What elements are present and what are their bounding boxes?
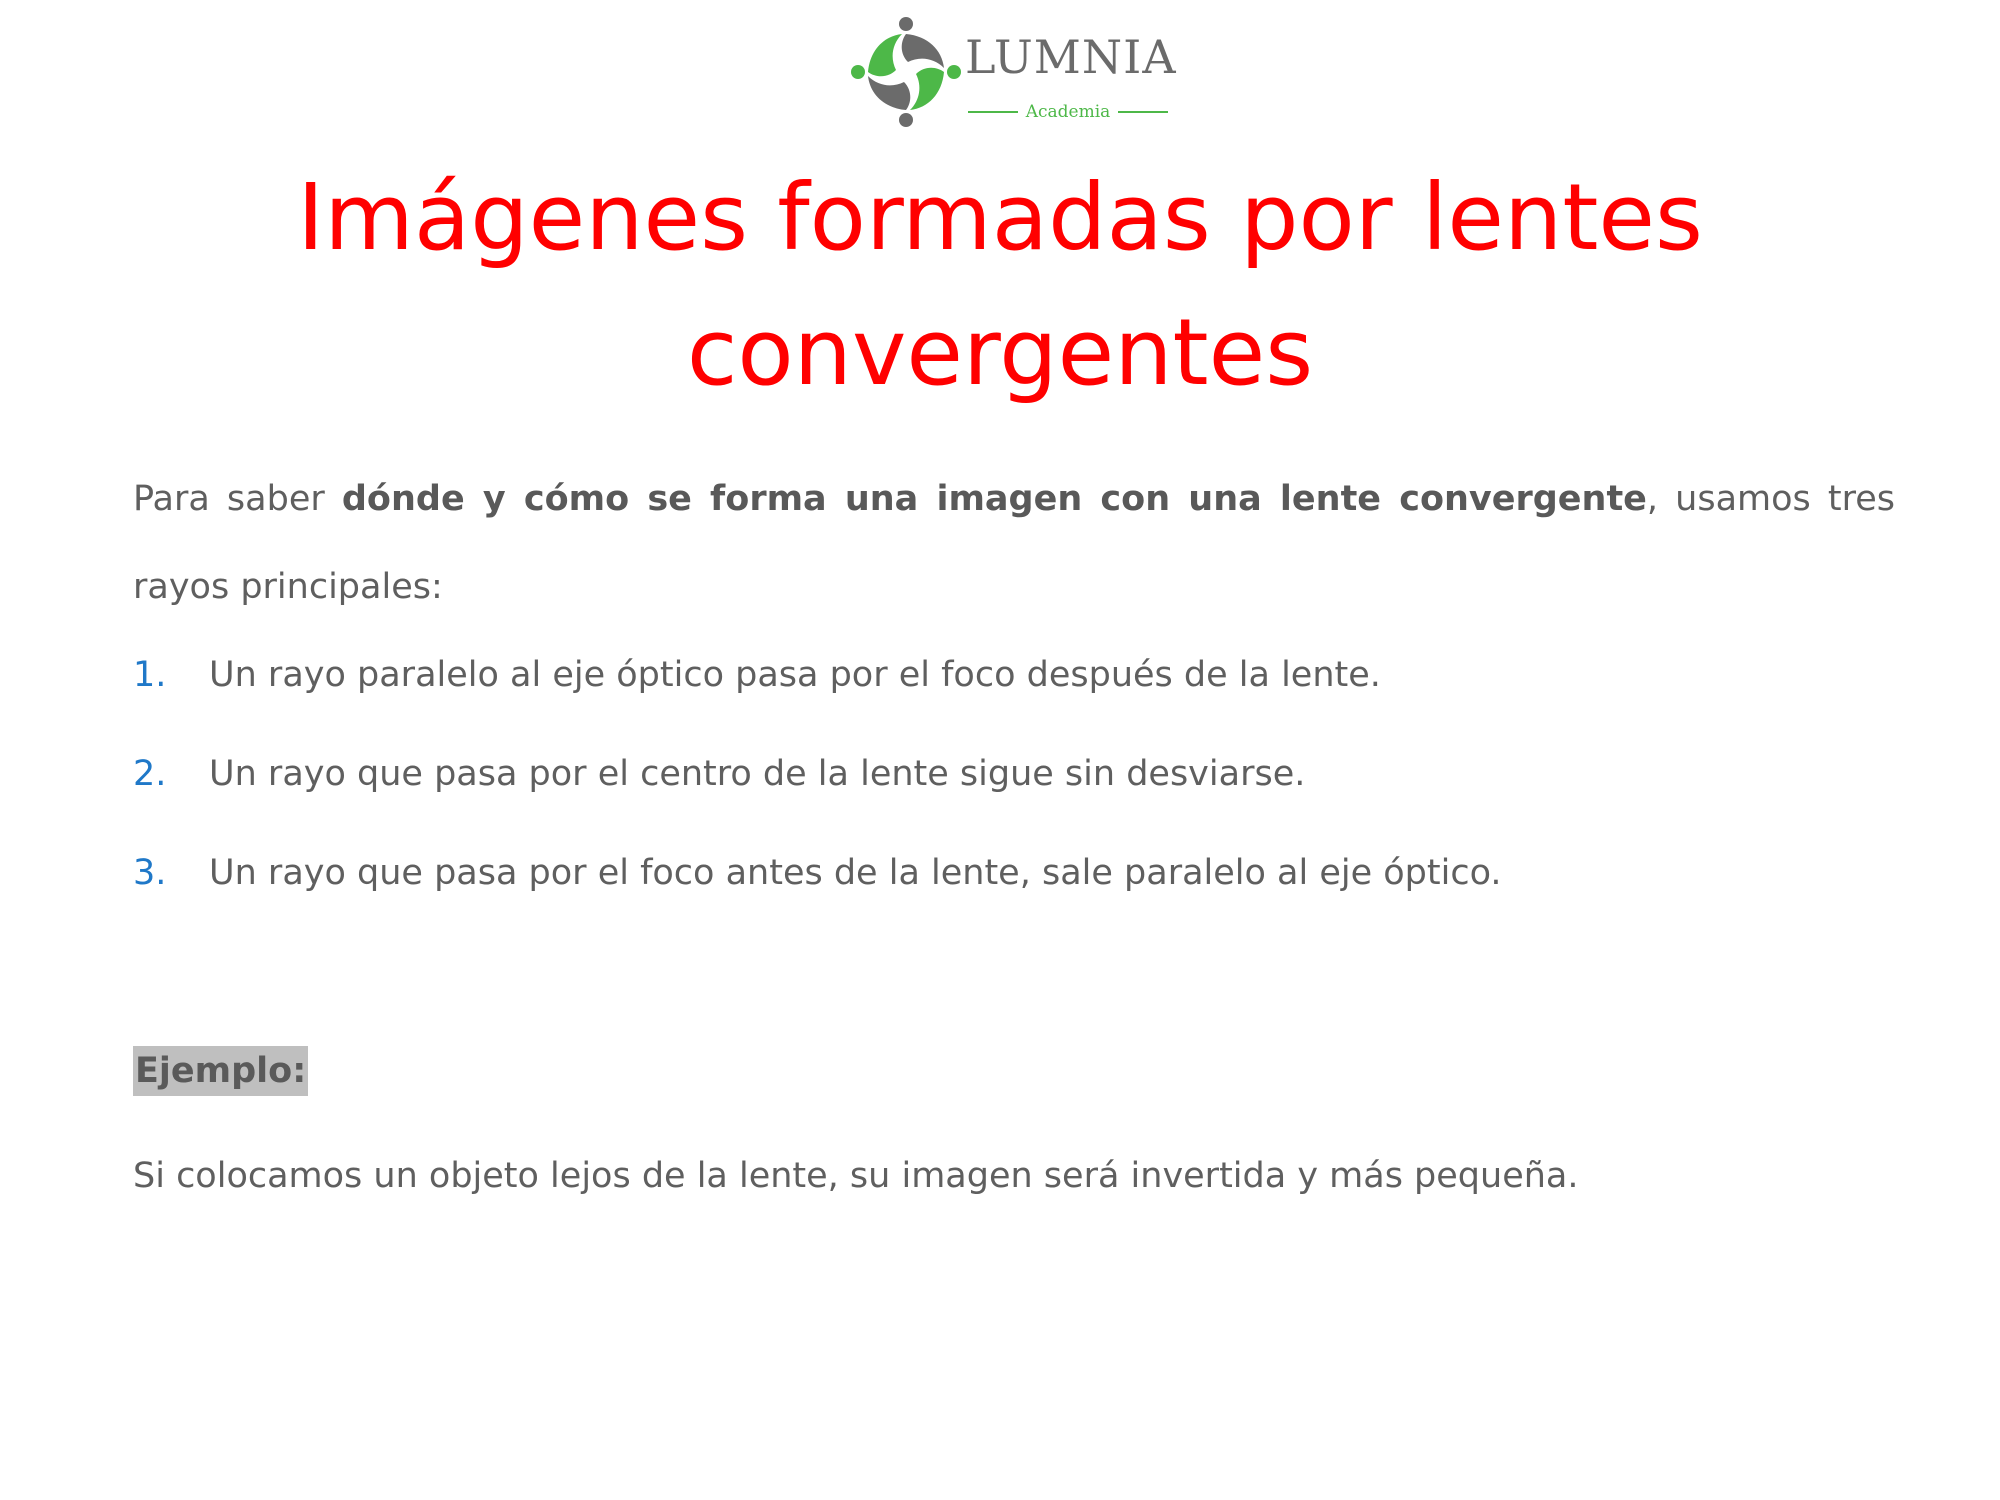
intro-paragraph xyxy=(133,455,1895,631)
list-item xyxy=(133,843,1895,942)
lumnia-logo xyxy=(850,16,1177,128)
list-number: 1. xyxy=(133,655,167,695)
intro-prefix: Para saber xyxy=(133,479,342,519)
list-text: Un rayo paralelo al eje óptico pasa por el foco después de la lente. xyxy=(209,655,1381,695)
logo-subtitle-row xyxy=(968,100,1168,124)
intro-suffix: , usamos tres rayos principales: xyxy=(133,479,1895,607)
lumnia-logo-icon xyxy=(850,16,962,128)
logo-divider-right xyxy=(1118,111,1168,113)
logo-name: LUMNIA xyxy=(965,30,1177,84)
example-text: Si colocamos un objeto lejos de la lente, su imagen será invertida y más pequeña. xyxy=(133,1156,1579,1196)
logo-subtitle: Academia xyxy=(1025,102,1111,122)
example-label: Ejemplo: xyxy=(133,1046,308,1096)
list-text: Un rayo que pasa por el centro de la lente sigue sin desviarse. xyxy=(209,754,1306,794)
list-number: 3. xyxy=(133,853,167,893)
list-item xyxy=(133,645,1895,744)
list-number: 2. xyxy=(133,754,167,794)
list-item xyxy=(133,744,1895,843)
intro-bold: dónde y cómo se forma una imagen con una lente convergente xyxy=(341,479,1647,519)
list-text: Un rayo que pasa por el foco antes de la lente, sale paralelo al eje óptico. xyxy=(209,853,1502,893)
logo-divider-left xyxy=(968,111,1018,113)
rays-list xyxy=(133,645,1895,942)
page-title: Imágenes formadas por lentes convergentes xyxy=(297,164,1703,406)
